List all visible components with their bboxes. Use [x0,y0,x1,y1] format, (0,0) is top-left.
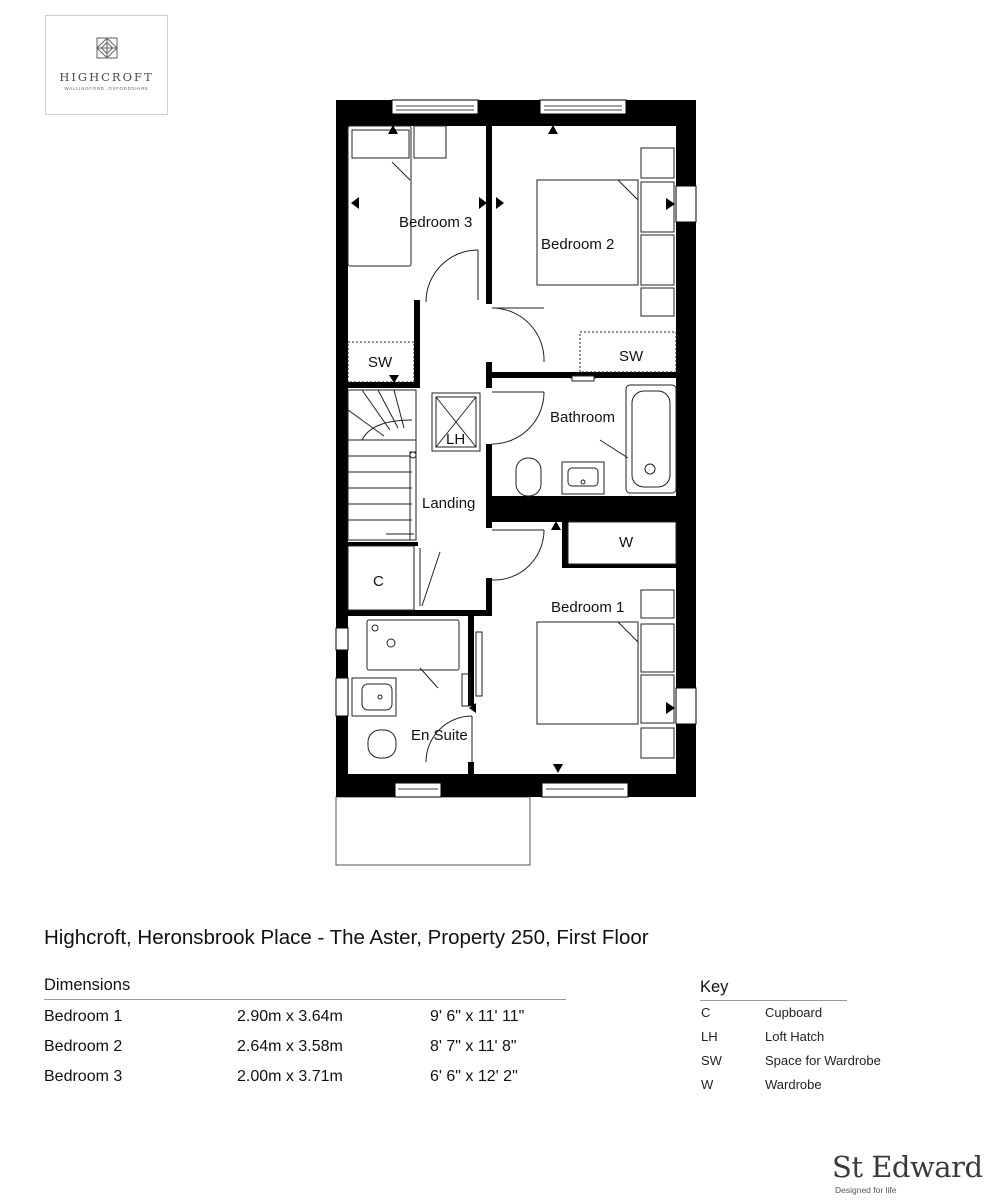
key-heading: Key [700,978,847,1001]
dimension-metric: 2.64m x 3.58m [237,1038,343,1055]
room-label-en-suite: En Suite [411,727,468,744]
dimension-room: Bedroom 2 [44,1038,123,1055]
key-legend [700,978,881,1097]
list-item [700,1073,847,1097]
logo-name: HIGHCROFT [59,70,154,84]
brand-tagline: Designed for life [835,1185,897,1195]
logo-location: WALLINGFORD, OXFORDSHIRE [64,86,149,91]
bathroom-fixtures [516,376,676,496]
room-label-bedroom-2: Bedroom 2 [541,236,615,253]
dimension-metric: 2.00m x 3.71m [237,1068,343,1085]
dimension-room: Bedroom 3 [44,1068,123,1085]
key-code: W [701,1077,714,1092]
room-label-bedroom-1: Bedroom 1 [551,599,625,616]
room-label-landing: Landing [422,495,476,512]
tag-loft-hatch: LH [446,431,466,448]
tag-wardrobe: W [619,534,634,551]
brand-logo: St Edward [832,1150,983,1184]
dimension-metric: 2.90m x 3.64m [237,1008,343,1025]
room-label-bathroom: Bathroom [550,409,616,426]
dimension-room: Bedroom 1 [44,1008,123,1025]
tag-cupboard: C [373,573,384,590]
table-row [44,1000,566,1030]
bedroom-1-furniture [537,522,676,758]
dimension-imperial: 8' 7" x 11' 8" [430,1038,517,1055]
key-meaning: Wardrobe [765,1077,822,1092]
dimensions-heading: Dimensions [44,976,566,1000]
list-item [700,1001,847,1025]
dimensions-table [44,976,566,1090]
windows [336,100,696,797]
room-label-bedroom-3: Bedroom 3 [399,214,473,231]
key-meaning: Loft Hatch [765,1029,825,1044]
key-meaning: Cupboard [765,1005,823,1020]
internal-walls [348,126,676,774]
key-code: C [701,1005,711,1020]
outer-walls [336,100,696,797]
balcony-outline [336,797,530,865]
key-meaning: Space for Wardrobe [765,1053,881,1068]
list-item [700,1025,847,1049]
plan-title: Highcroft, Heronsbrook Place - The Aster, Property 250, First Floor [44,926,649,949]
bedroom-3-furniture [348,126,446,382]
table-row [44,1030,566,1060]
dimension-imperial: 9' 6" x 11' 11" [430,1008,525,1025]
key-code: LH [701,1029,718,1044]
list-item [700,1049,881,1073]
key-code: SW [701,1053,722,1068]
dimension-imperial: 6' 6" x 12' 2" [430,1068,518,1085]
tag-sw-bedroom-2: SW [619,348,644,365]
tag-sw-bedroom-3: SW [368,354,393,371]
bedroom-2-furniture [537,148,676,372]
table-row [44,1060,566,1090]
